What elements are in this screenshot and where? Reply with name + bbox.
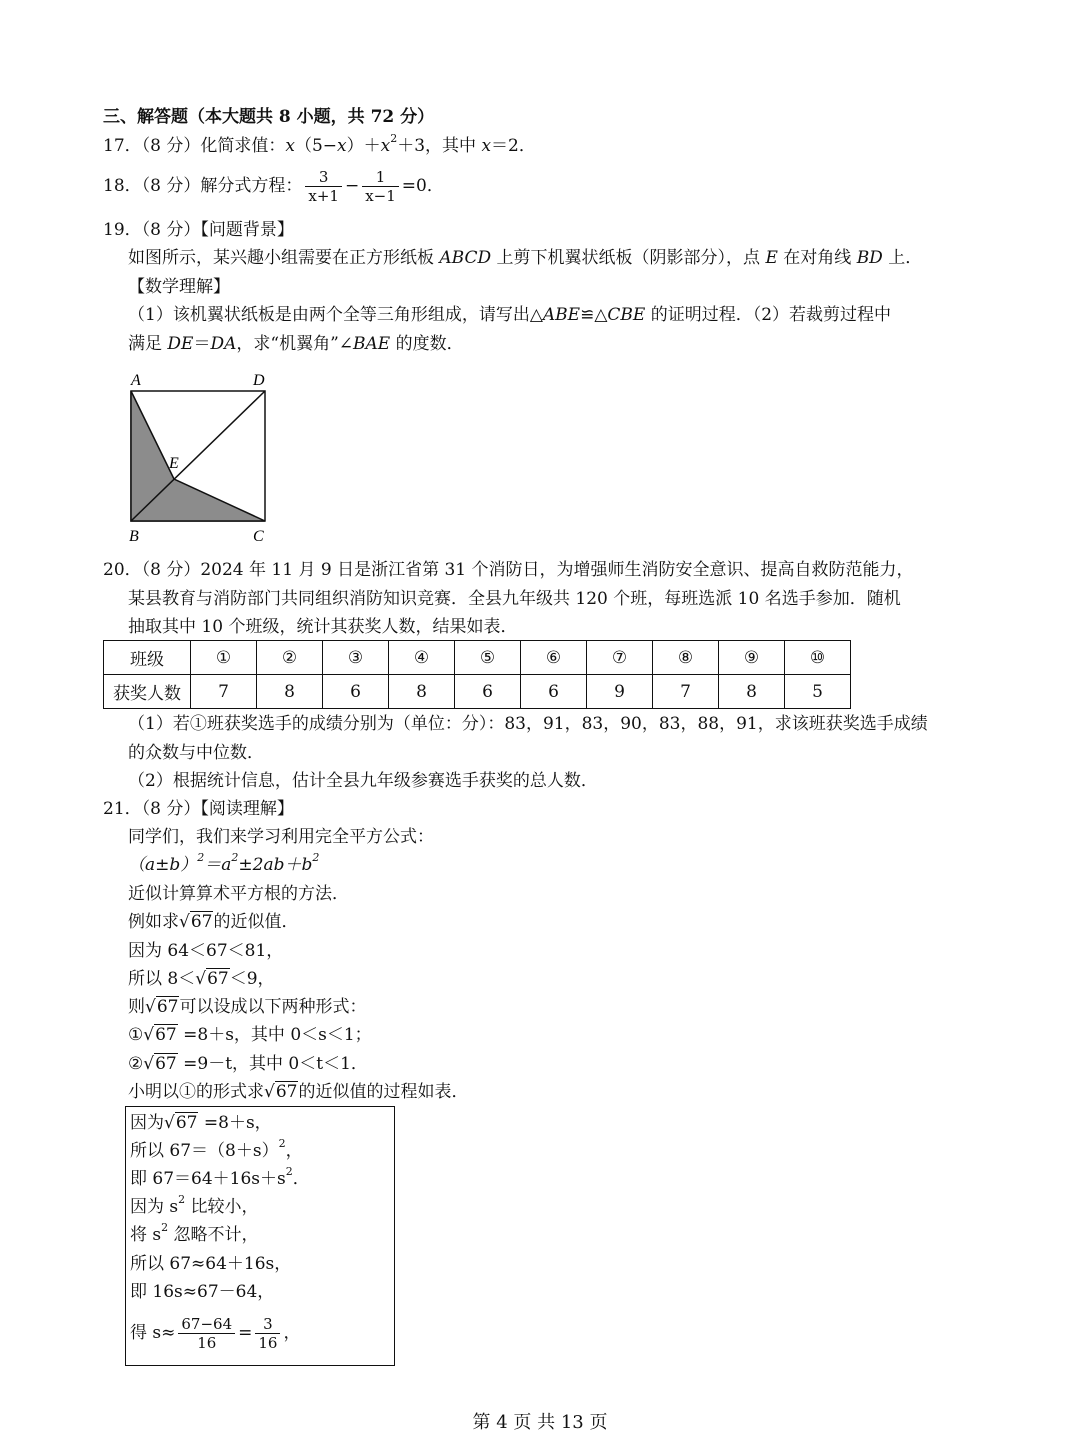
q18-fraction-2 [362, 168, 399, 205]
numerator: 3 [255, 1315, 280, 1334]
q18-head: 18．（8 分）解分式方程： [103, 176, 303, 196]
q21-text: ① [128, 1025, 144, 1045]
q19-line-1 [128, 247, 922, 269]
label-b: B [129, 528, 139, 545]
q19-line-3 [128, 333, 464, 355]
box-exponent: 2 [278, 1137, 286, 1151]
sqrt-67: √67 [164, 1113, 198, 1133]
radicand: 67 [175, 1113, 198, 1133]
q17-var: x [337, 136, 347, 156]
box-text: 即 67＝64＋16s＋s [130, 1169, 286, 1189]
table-row [104, 675, 851, 709]
q21-line-10 [128, 1081, 468, 1103]
q19-var: BAE [353, 334, 391, 354]
box-fraction-1 [178, 1315, 235, 1352]
table-cell: ② [257, 641, 323, 675]
q17-text: ＝2． [491, 136, 536, 156]
q18-f2-denominator: x−1 [365, 187, 396, 205]
q21-line-8 [128, 1024, 372, 1046]
q19-var: ABE [542, 305, 581, 325]
q18-fraction-1 [305, 168, 342, 205]
radicand: 67 [155, 1054, 177, 1074]
table-cell: ⑦ [587, 641, 653, 675]
q21-text: ＜9， [229, 969, 275, 989]
q19-line-2 [128, 304, 891, 326]
box-line-5 [130, 1221, 259, 1246]
q17-text: ）＋ [346, 136, 381, 156]
q18-f1-numerator: 3 [305, 168, 342, 187]
sqrt-67: √67 [143, 1025, 177, 1045]
derivation-box [125, 1106, 395, 1366]
table-cell: ① [191, 641, 257, 675]
table-row [104, 641, 851, 675]
denominator: 16 [258, 1334, 278, 1352]
box-line-2 [130, 1137, 303, 1162]
box-text: 所以 67＝（8＋s） [130, 1141, 279, 1161]
q19-text: 满足 [128, 334, 168, 354]
q21-line-6 [128, 968, 275, 990]
box-line-4 [130, 1193, 259, 1218]
q21-text: 小明以①的形式求 [128, 1082, 264, 1102]
q21-text: =8＋s，其中 0＜s＜1； [177, 1025, 372, 1045]
q21-text: 的近似值． [213, 912, 299, 932]
q20-part-2: （2）根据统计信息，估计全县九年级参赛选手获奖的总人数． [128, 771, 598, 791]
formula-part: ＝a [204, 855, 232, 875]
q17-exponent: 2 [390, 132, 398, 146]
q19-var: DE [167, 334, 194, 354]
q19-text: ＝ [193, 334, 211, 354]
q18-minus: − [344, 176, 360, 196]
square-diagram [120, 366, 280, 546]
q19-var: BD [856, 248, 883, 268]
table-cell: 8 [257, 675, 323, 709]
q21-text: 的近似值的过程如表． [298, 1082, 469, 1102]
radicand: 67 [275, 1082, 298, 1102]
sqrt-67: √67 [264, 1082, 298, 1102]
q21-formula [128, 851, 320, 876]
box-text: ， [285, 1141, 303, 1161]
table-cell: 8 [389, 675, 455, 709]
box-text: 因为 s [130, 1197, 179, 1217]
box-text: =8＋s， [198, 1113, 272, 1133]
q19-var: E [765, 248, 778, 268]
q19-subheading: 【数学理解】 [128, 277, 230, 297]
q19-text: （1）该机翼状纸板是由两个全等三角形组成，请写出△ [128, 305, 543, 325]
box-text: 忽略不计， [168, 1225, 259, 1245]
q19-text: ≌△ [580, 305, 608, 325]
table-cell: ⑤ [455, 641, 521, 675]
q19-text: 的证明过程．（2）若裁剪过程中 [645, 305, 892, 325]
q18-tail: =0． [401, 176, 444, 196]
denominator: 16 [197, 1334, 217, 1352]
radicand: 67 [155, 1025, 177, 1045]
box-line-8 [130, 1313, 300, 1353]
box-exponent: 2 [161, 1221, 169, 1235]
page-footer: 第 4 页 共 13 页 [472, 1412, 608, 1433]
table-cell: ⑩ [785, 641, 851, 675]
table-header-class: 班级 [104, 641, 191, 675]
question-17 [103, 132, 536, 157]
table-cell: ⑧ [653, 641, 719, 675]
q20-line-3: 抽取其中 10 个班级，统计其获奖人数，结果如表． [128, 617, 518, 637]
box-text: 得 s≈ [130, 1323, 176, 1343]
box-text: 将 s [130, 1225, 162, 1245]
table-cell: ⑨ [719, 641, 785, 675]
box-text: ， [283, 1323, 301, 1343]
table-cell: ③ [323, 641, 389, 675]
table-cell: 6 [455, 675, 521, 709]
table-cell: 9 [587, 675, 653, 709]
q21-text: 例如求 [128, 912, 179, 932]
q21-intro: 同学们，我们来学习利用完全平方公式： [128, 827, 434, 847]
sqrt-67: √67 [145, 997, 179, 1017]
box-exponent: 2 [178, 1193, 186, 1207]
q20-part-1b: 的众数与中位数． [128, 743, 264, 763]
q18-f2-numerator: 1 [362, 168, 399, 187]
q20-line-1: 20．（8 分）2024 年 11 月 9 日是浙江省第 31 个消防日，为增强师生消防安全意识、提高自救防范能力， [103, 560, 914, 580]
q21-text: 所以 8＜ [128, 969, 196, 989]
q17-var: x [285, 136, 295, 156]
q20-part-1a: （1）若①班获奖选手的成绩分别为（单位：分）：83，91，83，90，83，88，91，求该班获奖选手成绩 [128, 714, 928, 734]
q19-var: DA [210, 334, 237, 354]
q21-line-3: 近似计算算术平方根的方法． [128, 884, 349, 904]
q21-head: 21．（8 分）【阅读理解】 [103, 799, 294, 819]
box-text: = [238, 1323, 253, 1343]
box-exponent: 2 [285, 1165, 293, 1179]
formula-exponent: 2 [312, 851, 320, 865]
label-c: C [253, 528, 264, 545]
q21-line-7 [128, 996, 366, 1018]
table-cell: ⑥ [521, 641, 587, 675]
label-e: E [169, 455, 179, 472]
table-cell: 6 [521, 675, 587, 709]
q21-text: 可以设成以下两种形式： [179, 997, 367, 1017]
q21-line-5: 因为 64＜67＜81， [128, 941, 284, 961]
formula-exponent: 2 [197, 851, 205, 865]
table-cell: 7 [653, 675, 719, 709]
question-18 [103, 166, 444, 206]
table-header-count: 获奖人数 [104, 675, 191, 709]
table-cell: ④ [389, 641, 455, 675]
formula-part: （a±b） [128, 855, 198, 875]
q17-text: ＋3，其中 [397, 136, 482, 156]
box-line-7: 即 16s≈67－64， [130, 1282, 275, 1302]
q19-text: 如图所示，某兴趣小组需要在正方形纸板 [128, 248, 440, 268]
q19-text: 上． [882, 248, 923, 268]
box-text: 因为 [130, 1113, 164, 1133]
q17-text: （5− [294, 136, 338, 156]
box-line-6: 所以 67≈64＋16s， [130, 1254, 292, 1274]
section-title: 三、解答题（本大题共 8 小题，共 72 分） [103, 107, 435, 127]
box-fraction-2 [255, 1315, 280, 1352]
box-line-3 [130, 1165, 310, 1190]
q19-head: 19．（8 分）【问题背景】 [103, 220, 294, 240]
q18-f1-denominator: x+1 [308, 187, 339, 205]
label-a: A [131, 372, 141, 389]
q19-var: ABCD [439, 248, 492, 268]
q21-text: 则 [128, 997, 145, 1017]
table-cell: 8 [719, 675, 785, 709]
label-d: D [253, 372, 265, 389]
q19-text: 在对角线 [777, 248, 857, 268]
q19-text: 上剪下机翼状纸板（阴影部分），点 [491, 248, 766, 268]
q19-text: 的度数． [390, 334, 464, 354]
sqrt-67: √67 [143, 1054, 177, 1074]
table-cell: 6 [323, 675, 389, 709]
sqrt-67: √67 [195, 969, 229, 989]
sqrt-67: √67 [179, 912, 213, 932]
numerator: 67−64 [178, 1315, 235, 1334]
radicand: 67 [156, 997, 179, 1017]
award-table [103, 640, 851, 709]
q21-line-4 [128, 911, 298, 933]
q21-text: ② [128, 1054, 144, 1074]
q17-head: 17．（8 分）化简求值： [103, 136, 286, 156]
radicand: 67 [190, 912, 213, 932]
q20-line-2: 某县教育与消防部门共同组织消防知识竞赛．全县九年级共 120 个班，每班选派 10 名选手参加．随机 [128, 589, 901, 609]
box-text: 比较小， [185, 1197, 259, 1217]
q21-line-9 [128, 1053, 368, 1075]
formula-part: ±2ab＋b [238, 855, 313, 875]
q17-var: x [481, 136, 492, 156]
radicand: 67 [207, 969, 229, 989]
q19-text: ，求“机翼角”∠ [236, 334, 354, 354]
q19-var: CBE [607, 305, 646, 325]
formula-exponent: 2 [231, 851, 239, 865]
q17-var: x [380, 136, 391, 156]
q21-text: =9－t，其中 0＜t＜1． [177, 1054, 368, 1074]
box-text: ． [292, 1169, 310, 1189]
box-line-1 [130, 1112, 272, 1134]
table-cell: 7 [191, 675, 257, 709]
table-cell: 5 [785, 675, 851, 709]
